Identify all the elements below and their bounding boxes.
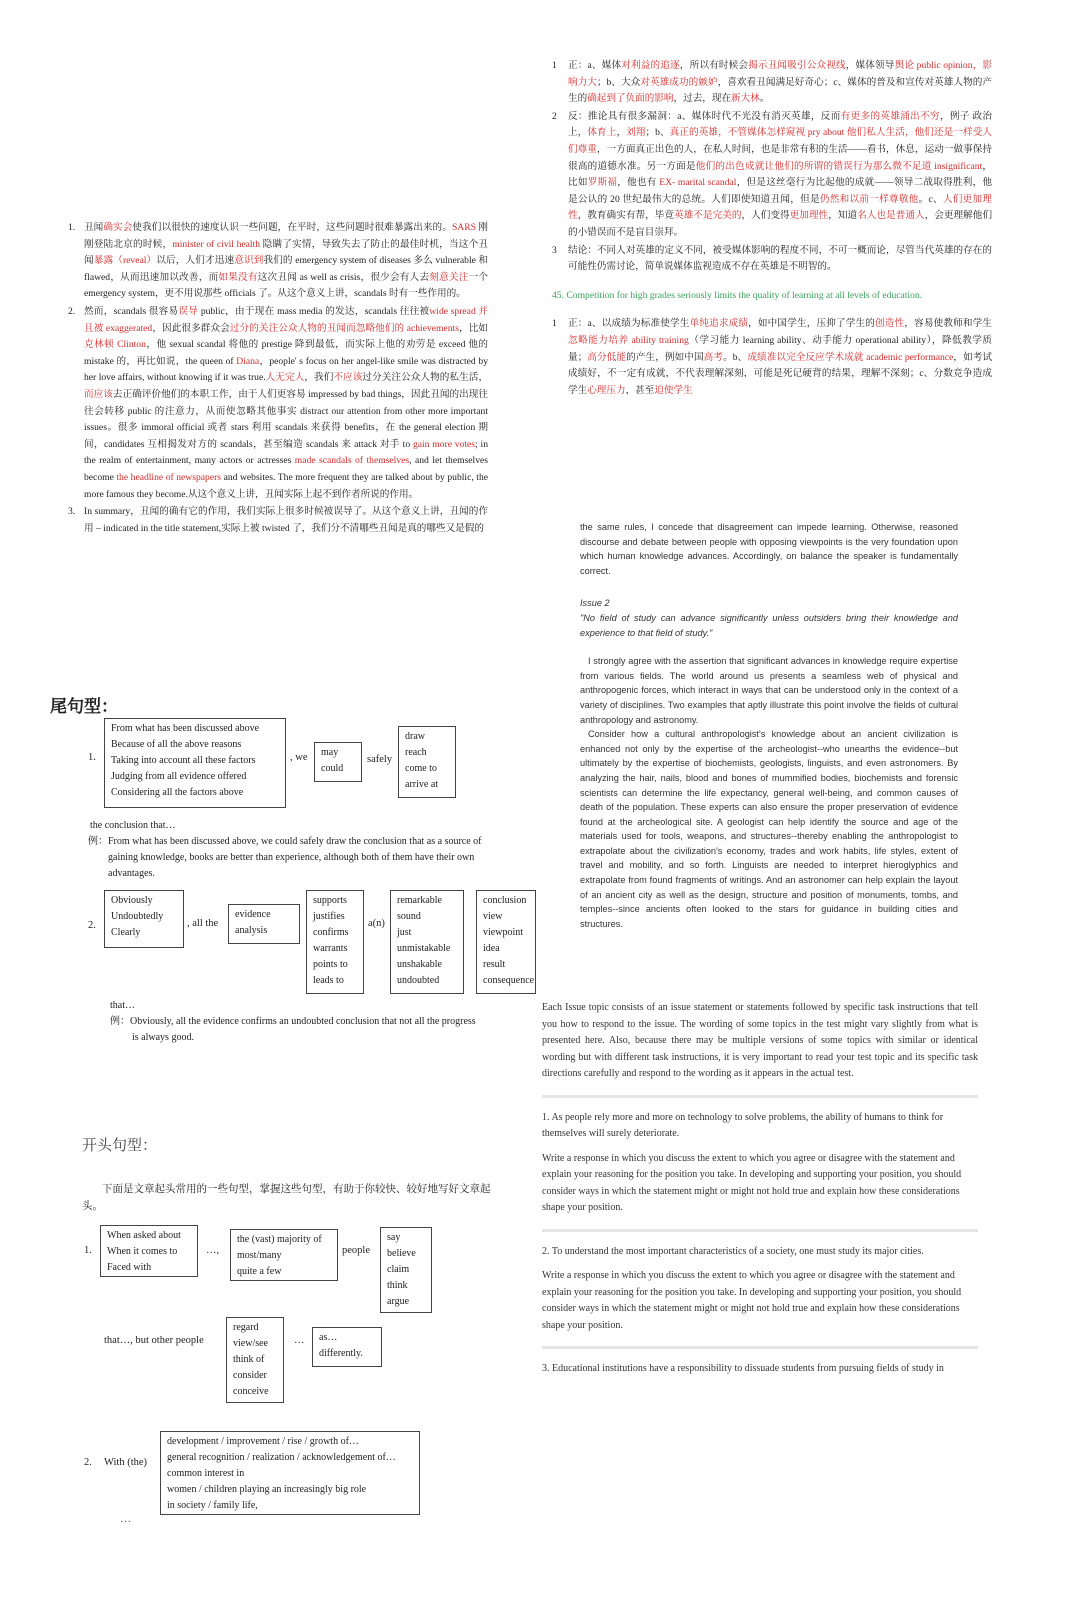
op1-dots: …,: [206, 1245, 220, 1256]
option-item: When it comes to: [107, 1246, 178, 1257]
option-item: conclusion: [483, 895, 527, 906]
op2-with: With (the): [104, 1457, 148, 1468]
highlighted-phrase: 高分低能: [587, 351, 627, 363]
highlighted-phrase: 心理压力: [587, 384, 626, 396]
highlighted-phrase: 不应该: [333, 372, 363, 384]
text-run: ，人们变得: [741, 210, 790, 222]
text-run: ，一方面真正出色的人，在私人时间，也是非常有积的生活——看书，休息，运动一做事保持很高的道德水准。另一方面是: [568, 143, 993, 172]
option-item: From what has been discussed above: [111, 723, 260, 734]
op2-number: 2.: [84, 1457, 92, 1468]
text-run: and websites. The more frequent they are talked about by public, the more famous they become.从这个意义上讲，丑闻实际上起不到作者所说的作用。: [84, 471, 488, 500]
closing-patterns-heading: 尾句型：: [50, 697, 118, 717]
highlighted-phrase: 迫使学生: [654, 384, 693, 396]
option-item: as…: [319, 1332, 338, 1343]
tl-item-1: 1. 丑闻确实会使我们以很快的速度认识一些问题，在平时，这些问题时很难暴露出来的。SARS 刚刚登陆北京的时候，minister of civil health 隐瞒了实情，导致失去了防止的最佳时机，当这个丑闻暴露（reveal）以后，人们才迅速意识到我们的 emergency system of diseases 多么 vulnerable 和 flawed，从而迅速加以改善，而如果没有这次丑闻 as well as crisis，很少会有人去刻意关注一个 emergency system，更不用说那些 officials 了。从这个意义上讲，scandals 时有一些作用的。: [68, 220, 488, 303]
text-run: ，会更理解他们的小错误而不是盲目崇拜。: [568, 210, 993, 238]
highlighted-phrase: minister of civil health: [172, 238, 261, 250]
tr-item-1-text: [568, 58, 992, 108]
text-run: ，知道: [828, 210, 858, 222]
text-run: public，由于现在 mass media 的发达，scandals 往往被: [198, 305, 430, 317]
option-item: arrive at: [405, 779, 439, 790]
p2-all-the: , all the: [187, 918, 219, 929]
highlighted-phrase: EX- marital scandal: [659, 177, 737, 189]
highlighted-phrase: 对利益的追逐: [621, 60, 680, 71]
option-item: points to: [313, 959, 348, 970]
highlighted-phrase: 罗斯福: [587, 177, 618, 189]
op1-box-d: [226, 1317, 284, 1403]
option-item: conceive: [233, 1386, 269, 1397]
topic-3-question: 3. Educational institutions have a responsibility to dissuade students from pursuing fields of study in: [542, 1363, 944, 1374]
p2-box-d: [390, 890, 464, 994]
text-run: 结论：不同人对英雄的定义不同，被受媒体影响的程度不同，不可一概而论，尽管当代英雄的存在的可能性仍需讨论，简单说媒体监视造成不存在英雄是不明智的。: [568, 244, 992, 273]
highlighted-phrase: 单纯追求成绩: [689, 318, 749, 330]
highlighted-phrase: 高考: [703, 351, 724, 363]
option-item: common interest in: [167, 1468, 245, 1479]
option-item: women / children playing an increasingly big role: [167, 1484, 367, 1495]
text-run: ，教育确实有帮，毕竟: [577, 210, 675, 222]
p1-example: 例：From what has been discussed above, we could safely draw the conclusion that as a source of gaining knowledge, books are better than experience, although both of them have their own advantages.: [88, 836, 482, 879]
text-run: 反：推论具有很多漏洞：a、媒体时代不光没有消灭英雄，反而: [568, 110, 841, 122]
highlighted-phrase: 有更多的英雄涌出不穷: [840, 110, 940, 122]
opening-patterns: [60, 1136, 510, 1525]
highlighted-phrase: 对英雄成功的嫉妒: [640, 76, 718, 88]
text-run: ；b、大众: [596, 76, 641, 88]
text-run: ，: [616, 127, 627, 139]
option-item: Obviously: [111, 895, 153, 906]
option-item: draw: [405, 731, 425, 742]
option-item: Undoubtedly: [111, 911, 164, 922]
highlighted-phrase: SARS: [451, 222, 476, 233]
highlighted-phrase: 刘翔: [626, 127, 646, 139]
op1-that: that…, but other people: [104, 1335, 204, 1346]
highlighted-phrase: 克林顿 Clinton: [84, 339, 146, 351]
op1-dots2: …: [294, 1335, 305, 1346]
highlighted-phrase: 他们的出色成就让他们的所谓的错误行为那么微不足道 insignificant: [695, 160, 983, 172]
text-run: （学习能力 learning ability、动手能力 operational ability），降低教学质量；: [568, 334, 992, 363]
divider-1: [542, 1095, 978, 1098]
p2-box-b: [228, 904, 300, 944]
highlighted-phrase: 意识到: [234, 255, 264, 267]
option-item: come to: [405, 763, 437, 774]
text-run: , and let themselves become: [84, 455, 489, 483]
issue-topics: [542, 1000, 978, 1372]
option-item: think: [387, 1280, 408, 1291]
p2-box-c: [306, 890, 364, 994]
highlighted-phrase: wide spread 并且被 exaggerated: [84, 305, 489, 334]
option-item: warrants: [313, 943, 348, 954]
option-item: When asked about: [107, 1230, 181, 1241]
divider-2: [542, 1229, 978, 1232]
option-item: Because of all the above reasons: [111, 739, 242, 750]
p2-example: 例：Obviously, all the evidence confirms an undoubted conclusion that not all the progress is always good.: [110, 1016, 476, 1043]
text-run: ，容易使教师和学生: [904, 318, 993, 330]
text-run: 的产生，例如中国: [626, 351, 704, 363]
text-run: ，我们: [304, 372, 334, 384]
highlighted-phrase: 忽略能力培养 ability training: [568, 334, 689, 346]
text-run: 正：a、以成绩为标准使学生: [568, 318, 690, 330]
option-item: claim: [387, 1264, 410, 1275]
p1-safely: safely: [367, 754, 393, 765]
option-item: Considering all the factors above: [111, 787, 244, 798]
text-run: ，如考试成绩好，不一定有成就，不代表理解深刻，可能是死记硬背的结果，理解不深刻；c、分数竞争造成学生: [568, 351, 993, 396]
text-run: ，比如: [568, 160, 993, 189]
option-item: confirms: [313, 927, 349, 938]
highlighted-phrase: 揭示丑闻: [748, 60, 788, 71]
highlighted-phrase: 确实会: [103, 222, 133, 233]
option-item: differently.: [319, 1348, 363, 1359]
option-item: Taking into account all these factors: [111, 755, 256, 766]
option-item: development / improvement / rise / growth of…: [167, 1436, 359, 1447]
op1-box-e: [312, 1327, 382, 1367]
option-item: consider: [233, 1370, 267, 1381]
option-item: unmistakable: [397, 943, 451, 954]
essay-excerpt: [580, 520, 958, 929]
option-item: undoubted: [397, 975, 440, 986]
option-item: general recognition / realization / acknowledgement of…: [167, 1452, 396, 1463]
opening-heading-cut: 开头句型：: [82, 1136, 158, 1154]
highlighted-phrase: 成绩准以完全反应学术成就 academic performance: [747, 351, 954, 363]
p2-box-e: [476, 890, 536, 994]
option-item: consequence: [483, 975, 535, 986]
text-run: 隐瞒了实情，导致失去了防止的最佳时机，当这个丑闻: [84, 238, 488, 267]
text-run: ，他 sexual scandal 将他的 prestige 降到最低，而实际上他的劝劳是 exceed 他的 mistake 的，再比如说，the queen of: [84, 339, 488, 367]
option-item: the (vast) majority of: [237, 1234, 322, 1245]
topic-1-instructions: Write a response in which you discuss the extent to which you agree or disagree with the statement and explain your reasoning for the position you take. In developing and supporting your position, you should consider ways in which the statement might or might not hold true and explain how these considerations shape your position.: [542, 1152, 962, 1213]
option-item: may: [321, 747, 339, 758]
text-run: 刚刚登陆北京的时候，: [84, 222, 489, 250]
p1-box-a: [104, 718, 286, 808]
option-item: Judging from all evidence offered: [111, 771, 247, 782]
op1-box-b: [230, 1229, 338, 1281]
highlighted-phrase: Diana: [236, 355, 260, 367]
text-run: 。: [759, 93, 770, 105]
highlighted-phrase: the headline of newspapers: [116, 471, 222, 483]
text-run: ，因此很多群众会: [152, 322, 230, 334]
op1-number: 1.: [84, 1245, 92, 1256]
topic-1-question: 1. As people rely more and more on technology to solve problems, the ability of humans to think for themselves will surely deteriorate.: [542, 1111, 944, 1139]
text-run: 我们的 emergency system of diseases 多么 vulnerable 和 flawed，从而迅速加以改善，而: [84, 255, 489, 283]
text-run: ，媒体领导: [845, 60, 895, 71]
highlighted-phrase: 创造性: [875, 318, 905, 330]
issue-label: Issue 2: [580, 598, 610, 609]
text-run: ，甚至: [625, 384, 655, 396]
option-item: think of: [233, 1354, 265, 1365]
text-run: ，比如: [458, 322, 489, 334]
option-item: quite a few: [237, 1266, 282, 1277]
option-item: evidence: [235, 909, 271, 920]
option-item: justifies: [313, 911, 345, 922]
text-run: ；b、: [645, 127, 670, 139]
tr-topic-item-1-text: [568, 316, 992, 399]
p2-article: a(n): [368, 918, 385, 929]
highlighted-phrase: 刻意关注: [429, 271, 469, 283]
option-item: view: [483, 911, 503, 922]
text-run: 然而，scandals 很容易: [84, 305, 179, 317]
op1-box-c: [380, 1227, 432, 1313]
option-item: sound: [397, 911, 421, 922]
text-run: 使我们以很快的速度认识一些问题，在平时，这些问题时很难暴露出来的。: [132, 222, 452, 233]
p2-number: 2.: [88, 920, 96, 931]
p1-box-c: [398, 726, 456, 798]
text-run: ，people' s focus on her angel-like smile was distracted by her love affairs, without knowing if it was true.: [84, 355, 488, 384]
topic-2-instructions: Write a response in which you discuss the extent to which you agree or disagree with the statement and explain your reasoning for the position you take. In developing and supporting your position, you should consider ways in which the statement might or might not hold true and explain how these considerations shape your position.: [542, 1270, 962, 1331]
text-run: 去正确评价他们的本职工作，由于人们更容易 impressed by bad things，因此丑闻的出现往往会转移 public 的注意力，从而使忽略其他事实 distract our attention from other more important issues。很多 immoral official 或者 stars 利用 scandals 来获得 benefits，在 the general election 期间，candidates 互相揭发对方的 scandals，甚至编造 scandals 来 attack 对手 to: [84, 388, 488, 450]
text-run: ，例子 政治上，: [568, 110, 993, 139]
option-item: in society / family life,: [167, 1500, 258, 1511]
highlighted-phrase: 吸引公众视线: [787, 60, 846, 71]
highlighted-phrase: 暴露（reveal）: [93, 255, 157, 267]
option-item: leads to: [313, 975, 344, 986]
p1-box-b: [314, 742, 362, 782]
highlighted-phrase: 如果没有: [218, 271, 258, 283]
closing-patterns: [40, 690, 535, 1060]
option-item: result: [483, 959, 506, 970]
op1-box-a: [100, 1225, 198, 1277]
issue-quote: "No field of study can advance significantly unless outsiders bring their knowledge and experience to that field of study.": [580, 612, 958, 638]
highlighted-phrase: 舆论 public opinion，影响力大: [568, 60, 993, 88]
option-item: supports: [313, 895, 347, 906]
text-run: ; in the realm of entertainment, many actors or actresses: [84, 438, 488, 467]
text-run: 正：a、媒体: [568, 60, 622, 71]
divider-3: [542, 1346, 978, 1349]
highlighted-phrase: 人们更加理性: [568, 193, 993, 222]
tr-item-3-text: [568, 243, 992, 276]
text-run: 这次丑闻 as well as crisis，很少会有人去: [257, 271, 430, 283]
tr-item-3: 3 结论：不同人对英雄的定义不同，被受媒体影响的程度不同，不可一概而论，尽管当代英雄的存在的可能性仍需讨论，简单说媒体监视造成不存在英雄是不明智的。: [552, 243, 992, 276]
text-run: ，所以有时候会: [679, 60, 749, 71]
highlighted-phrase: 体育上: [587, 127, 617, 139]
essay-paragraph-1: the same rules, I concede that disagreement can impede learning. Otherwise, reasoned discourse and debate between people with opposing viewpoints is the very foundation upon which human knowledge advances. Accordingly, on balance the speaker is fundamentally correct.: [580, 522, 958, 576]
tl-item-1-text: [84, 220, 488, 303]
p2-box-a: [104, 890, 184, 948]
text-run: 。b、: [723, 351, 748, 363]
option-item: reach: [405, 747, 427, 758]
highlighted-phrase: 名人也是普通人: [857, 210, 925, 222]
option-item: regard: [233, 1322, 259, 1333]
top-left-notes: [68, 220, 488, 576]
tr-item-1: 1 正：a、媒体对利益的追逐，所以有时候会揭示丑闻吸引公众视线，媒体领导舆论 public opinion，影响力大；b、大众对英雄成功的嫉妒，喜欢看丑闻满足好奇心；c、媒体的普及和宣传对英雄人物的产生的确起到了负面的影响，过去，现在新大林。: [552, 58, 992, 108]
option-item: viewpoint: [483, 927, 523, 938]
option-item: say: [387, 1232, 401, 1243]
tr-topic-item-1: 1 正：a、以成绩为标准使学生单纯追求成绩，如中国学生，压抑了学生的创造性，容易使教师和学生忽略能力培养 ability training（学习能力 learning ability、动手能力 operational ability），降低教学质量；高分低能的产生，例如中国高考。b、成绩准以完全反应学术成就 academic performance，如考试成绩好，不一定有成就，不代表理解深刻，可能是死记硬背的结果，理解不深刻；c、分数竞争造成学生心理压力，甚至迫使学生: [552, 316, 992, 399]
text-run: ，过去，现在: [673, 93, 732, 105]
option-item: remarkable: [397, 895, 442, 906]
text-run: 以后，人们才迅速: [156, 255, 235, 267]
essay-paragraph-2: I strongly agree with the assertion that significant advances in knowledge require expertise from various fields. The world around us presents a seamless web of physical and anthropogenic forces, which interact in ways that can be understood only in the context of a variety of disciplines. Two examples that aptly illustrate this point involve the fields of cultural anthropology and astronomy.: [580, 656, 958, 725]
op1-people: people: [342, 1245, 370, 1256]
tl-item-3-text: [84, 504, 488, 537]
highlighted-phrase: made scandals of themselves: [294, 455, 410, 467]
essay-paragraph-3: Consider how a cultural anthropologist's knowledge about an ancient civilization is enhanced not only by the expertise of the archeologist--who unearths the evidence--but ultimately by the expertise of biochemists, geologists, linguists, and even astronomers. By analyzing the hair, nails, blood and bones of mummified bodies, biochemists and forensic scientists can determine the life expectancy, general well-being, and common causes of death of the population. These experts can also ensure the proper preservation of evidence found at the archeological site. A geologist can help identify the source and age of the materials used for tools, weapons, and structures--thereby enabling the anthropologist to extrapolate about the civilization's economy, trades and work habits, life styles, extent of travel and mobility, and so forth. Linguists are needed to interpret hieroglyphics and extrapolate from found fragments of writings. And an astronomer can help explain the layout of an ancient city as well as the design, structure and position of monuments, tombs, and temples--since ancients often looked to the stars for guidance in building cities and structures.: [580, 729, 958, 929]
tl-item-3: 3. In summary，丑闻的确有它的作用，我们实际上很多时候被误导了。从这个意义上讲，丑闻的作用 – indicated in the title statement,实际上被 twisted 了，我们分不清哪些丑闻是真的哪些又是假的: [68, 504, 488, 537]
text-run: 丑闻: [84, 222, 104, 233]
option-item: idea: [483, 943, 500, 954]
option-item: Clearly: [111, 927, 141, 938]
highlighted-phrase: 而应该: [84, 388, 113, 400]
tl-item-2-text: [84, 304, 488, 503]
p2-tail: that…: [110, 1000, 135, 1011]
tl-item-2: 2. 然而，scandals 很容易误导 public，由于现在 mass media 的发达，scandals 往往被wide spread 并且被 exaggerated，因此很多群众会过分的关注公众人物的丑闻而忽略他们的 achievements，比如 克林顿 Clinton，他 sexual scandal 将他的 prestige 降到最低，而实际上他的劝劳是 exceed 他的 mistake 的，再比如说，the queen of Diana，people' s focus on her angel-like smile was distracted by her love affairs, without knowing if it was true.人无完人，我们不应该过分关注公众人物的私生活，而应该去正确评价他们的本职工作，由于人们更容易 impressed by bad things，因此丑闻的出现往往会转移 public 的注意力，从而使忽略其他事实 distract our attention from other more important issues。很多 immoral official 或者 stars 利用 scandals 来获得 benefits，在 the general election 期间，candidates 互相揭发对方的 scandals，甚至编造 scandals 来 attack 对手 to gain more votes; in the realm of entertainment, many actors or actresses made scandals of themselves, and let themselves become the headline of newspapers and websites. The more frequent they are talked about by public, the more famous they become.从这个意义上讲，丑闻实际上起不到作者所说的作用。: [68, 304, 488, 503]
highlighted-phrase: 误导: [178, 305, 199, 317]
highlighted-phrase: 新大林: [731, 93, 760, 105]
issue-topics-intro: Each Issue topic consists of an issue statement or statements followed by specific task instructions that tell you how to respond to the issue. The wording of some topics in the test might vary slightly from what is presented here. Also, because there may be multiple versions of some topics with similar or identical wording but with different task instructions, it is very important to read your test topic and its specific task directions carefully and respond to the wording as it appears in the actual test.: [542, 1002, 978, 1079]
option-item: unshakable: [397, 959, 442, 970]
highlighted-phrase: 真正的英雄，不管媒体怎样窥视 pry about 他们私人生活，他们还是一样受人们尊重: [568, 127, 993, 155]
highlighted-phrase: 更加理性: [789, 210, 829, 222]
opening-intro: 下面是文章起头常用的一些句型，掌握这些句型，有助于你较快、较好地写好文章起头。: [82, 1184, 491, 1212]
text-run: 一个 emergency system，更不用说那些 officials 了。从这个意义上讲，scandals 时有一些作用的。: [84, 271, 489, 300]
highlighted-phrase: 确起到了负面的影响: [587, 93, 674, 105]
text-run: 过分关注公众人物的私生活，: [362, 372, 489, 384]
p1-tail: the conclusion that…: [90, 820, 176, 831]
text-run: ，如中国学生，压抑了学生的: [748, 318, 876, 330]
highlighted-phrase: 仍然和以前一样尊敬他: [819, 193, 919, 205]
option-item: believe: [387, 1248, 416, 1259]
p1-we: , we: [290, 752, 308, 763]
tr-item-2: 2 反：推论具有很多漏洞：a、媒体时代不光没有消灭英雄，反而有更多的英雄涌出不穷，例子 政治上，体育上，刘翔；b、真正的英雄，不管媒体怎样窥视 pry about 他们私人生活，他们还是一样受人们尊重，一方面真正出色的人，在私人时间，也是非常有积的生活——看书，休息，运动一做事保持很高的道德水准。另一方面是他们的出色成就让他们的所谓的错误行为那么微不足道 insignificant，比如罗斯福，他也有 EX- marital scandal，但是这丝毫行为比起他的成就——领导二战取得胜利，他是公认的 20 世纪最伟大的总统。人们即使知道丑闻，但是仍然和以前一样尊敬他。c、人们更加理性，教育确实有帮，毕竟英雄不是完美的，人们变得更加理性，知道名人也是普通人，会更理解他们的小错误而不是盲目崇拜。: [552, 109, 992, 242]
op2-box-a: [160, 1431, 420, 1515]
option-item: just: [397, 927, 412, 938]
option-item: Faced with: [107, 1262, 152, 1273]
option-item: argue: [387, 1296, 410, 1307]
top-right-notes: [552, 58, 992, 428]
option-item: most/many: [237, 1250, 282, 1261]
topic-45: 45. Competition for high grades seriously limits the quality of learning at all levels of education.: [552, 289, 923, 301]
text-run: ，他也有: [617, 177, 660, 189]
highlighted-phrase: 过分的关注公众人物的丑闻而忽略他们的 achievements: [229, 322, 459, 334]
option-item: could: [321, 763, 344, 774]
highlighted-phrase: 英雄不是完美的: [674, 210, 742, 222]
p1-number: 1.: [88, 752, 96, 763]
text-run: ，但是这丝毫行为比起他的成就——领导二战取得胜利，他是公认的 20 世纪最伟大的总统。人们即使知道丑闻，但是: [568, 177, 993, 205]
op-cut-bottom: …: [120, 1513, 131, 1525]
option-item: view/see: [233, 1338, 268, 1349]
text-run: In summary，丑闻的确有它的作用，我们实际上很多时候被误导了。从这个意义上讲，丑闻的作用 – indicated in the title statement,实际上被 twisted 了，我们分不清哪些丑闻是真的哪些又是假的: [84, 506, 488, 534]
tr-item-2-text: [568, 109, 992, 242]
option-item: analysis: [235, 925, 268, 936]
topic-2-question: 2. To understand the most important characteristics of a society, one must study its major cities.: [542, 1245, 924, 1257]
text-run: 。c、: [918, 193, 943, 205]
text-run: ，喜欢看丑闻满足好奇心；c、媒体的普及和宣传对英雄人物的产生的: [568, 76, 993, 105]
highlighted-phrase: gain more votes: [412, 438, 476, 450]
highlighted-phrase: 人无完人: [265, 372, 305, 384]
